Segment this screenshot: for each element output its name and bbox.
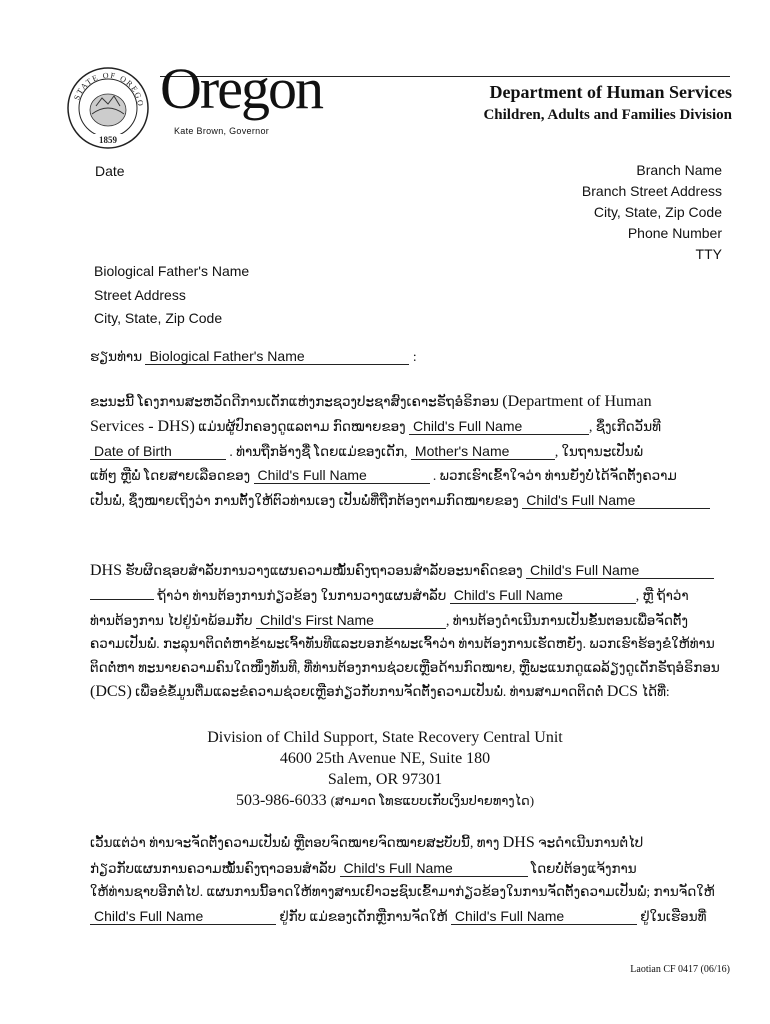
p2-line-4: ຄວາມເປັນພໍ່. ກະລຸນາຕິດຕໍ່ຫາຂ້າພະເຈົ້າທັນທີແລະບອກຂ້າພະເຈົ້າວ່າ ທ່ານຕ້ອງການເຮັດຫຍັງ. ພວກເຮົາຮ້ອງຂໍໃຫ້ທ່ານ: [90, 636, 715, 651]
p1-line-5: ເປັນພໍ່, ຊຶ່ງໝາຍເຖິງວ່າ ການຕັ້ງໃຫ້ຕົວທ່ານເອງ ເປັນພໍ່ທີ່ຖືກຕ້ອງຕາມກົດໝາຍຂອງ Child's Full Name: [90, 492, 710, 509]
governor-name: Kate Brown, Governor: [174, 126, 270, 136]
p2-line-2: ຖ້າວ່າ ທ່ານຕ້ອງການກ່ຽວຂ້ອງ ໃນການວາງແຜນສຳລັບ Child's Full Name , ຫຼື ຖ້າວ່າ: [90, 587, 689, 604]
child-full-name-field-7[interactable]: Child's Full Name: [90, 908, 276, 925]
child-full-name-field-5[interactable]: Child's Full Name: [450, 587, 636, 604]
p1-line-2: Services - DHS) ແມ່ນຜູ້ປົກຄອງດູແລຕາມ ກົດໝາຍຂອງ Child's Full Name , ຊຶ່ງເກີດວັນທີ: [90, 418, 661, 435]
child-full-name-field-3[interactable]: Child's Full Name: [522, 492, 710, 509]
branch-tty: TTY: [695, 246, 722, 262]
recipient-name: Biological Father's Name: [94, 263, 250, 279]
child-full-name-field-6[interactable]: Child's Full Name: [340, 860, 528, 877]
blank-continuation-field[interactable]: [90, 599, 154, 600]
branch-name: Branch Name: [636, 162, 722, 178]
oregon-wordmark: Oregon: [160, 56, 322, 121]
p1-line-4: ແທ້ໆ ຫຼືພໍ່ ໂດຍສາຍເລືອດຂອງ Child's Full Name . ພວກເຮົາເຂົ້າໃຈວ່າ ທ່ານຍັງບໍ່ໄດ້ຈັດຕັ້ງຄວາມ: [90, 467, 677, 483]
p2-line-1: DHS ຮັບຜິດຊອບສຳລັບການວາງແຜນຄວາມໝັ້ນຄົງຖາວອນສຳລັບອະນາຄົດຂອງ Child's Full Name: [90, 562, 714, 580]
child-first-name-field[interactable]: Child's First Name: [256, 612, 446, 629]
dcs-phone: 503-986-6033: [235, 792, 327, 809]
recipient-address: [94, 260, 249, 331]
p1-line-1: ຂະນະນີ້ ໂຄງການສະຫວັດດີການເດັກແຫ່ງກະຊວງປະຊາສົງເຄາະຣັຖອໍຣິກອນ (Department of Human: [90, 393, 652, 410]
child-full-name-field-1[interactable]: Child's Full Name: [409, 418, 589, 435]
dcs-phone-note: (ສາມາດ ໂທຮແບບເກັບເງິນປາຍທາງໄດ): [330, 793, 535, 808]
p3-line-1: ເວັ້ນແຕ່ວ່າ ທ່ານຈະຈັດຕັ້ງຄວາມເປັນພໍ່ ຫຼືຕອບຈົດໝາຍຈົດໝາຍສະບັບນີ້, ທາງ DHS ຈະດຳເນີນການຕໍ່ໄປ: [90, 834, 644, 851]
branch-city: City, State, Zip Code: [593, 204, 722, 220]
branch-phone: Phone Number: [627, 225, 722, 241]
p2-line-5: ຕິດຕໍ່ຫາ ທະນາຍຄວາມຄົນໃດໜຶ່ງທັນທີ, ທີ່ທ່ານຕ້ອງການຊ່ວຍເຫຼືອດ້ານກົດໝາຍ, ຫຼືພະແນກດູແລລ້ຽງດູເດັກຣັຖອໍຣິກອນ: [90, 660, 720, 675]
p2-line-3: ທ່ານຕ້ອງການ ໄປຢູ່ນຳພ້ອມກັບ Child's First Name , ທ່ານຕ້ອງດຳເນີນການເປັນຂັ້ນຕອນເພື່ອຈັດຕັ້ງ: [90, 612, 689, 628]
salutation-father-name-field[interactable]: Biological Father's Name: [145, 348, 409, 365]
dcs-contact-block: [90, 727, 680, 811]
dcs-phone-line: [90, 790, 680, 811]
form-number: Laotian CF 0417 (06/16): [630, 964, 730, 975]
oregon-state-seal: [66, 66, 150, 150]
svg-text:1859: 1859: [99, 135, 117, 145]
salutation: ຮຽນທ່ານ Biological Father's Name :: [90, 348, 417, 364]
svg-text:STATE OF OREGON: STATE OF OREGO: [72, 70, 146, 108]
recipient-street: Street Address: [94, 286, 186, 303]
mother-name-field[interactable]: Mother's Name: [411, 443, 555, 460]
p3-line-2: ກ່ຽວກັບແຜນການຄວາມໝັ້ນຄົງຖາວອນສຳລັບ Child's Full Name ໂດຍບໍ່ຕ້ອງແຈ້ງການ: [90, 860, 637, 876]
p3-line-3: ໃຫ້ທ່ານຊາບອີກຕໍ່ໄປ. ແຜນການນີ້ອາດໃຫ້ທາງສານເຢົາວະຊົນເຂົ້າມາກ່ຽວຂ້ອງໃນການຈັດຕັ້ງຄວາມເປັນພໍ່; ການຈັດໃຫ້: [90, 884, 715, 899]
branch-address: [582, 160, 722, 265]
division-title: Children, Adults and Families Division: [483, 107, 732, 123]
p1-line-3: Date of Birth . ທ່ານຖືກອ້າງຊື່ ໂດຍແມ່ຂອງເດັກ, Mother's Name , ໃນຖານະເປັນພໍ່: [90, 443, 643, 460]
p3-line-4: Child's Full Name ຢູ່ກັບ ແມ່ຂອງເດັກຫຼືການຈັດໃຫ້ Child's Full Name ຢູ່ໃນເຮືອນທີ່: [90, 908, 706, 925]
child-full-name-field-8[interactable]: Child's Full Name: [451, 908, 637, 925]
branch-street: Branch Street Address: [581, 183, 722, 199]
date-of-birth-field[interactable]: Date of Birth: [90, 443, 226, 460]
recipient-city: City, State, Zip Code: [94, 310, 223, 326]
department-title: Department of Human Services: [489, 82, 732, 102]
child-full-name-field-2[interactable]: Child's Full Name: [254, 467, 430, 484]
p2-line-6: (DCS) ເພື່ອຂໍຂໍ້ມູນຕື່ມແລະຂໍຄວາມຊ່ວຍເຫຼືອກ່ຽວກັບການຈັດຕັ້ງຄວາມເປັນພໍ່. ທ່ານສາມາດຕິດຕໍ່ DCS ໄດ້ທີ່:: [90, 683, 670, 700]
child-full-name-field-4[interactable]: Child's Full Name: [526, 562, 714, 579]
date-label: Date: [95, 163, 125, 179]
dcs-street: 4600 25th Avenue NE, Suite 180: [279, 750, 491, 767]
dcs-name: Division of Child Support, State Recovery Central Unit: [207, 729, 563, 746]
dcs-city: Salem, OR 97301: [327, 771, 443, 788]
